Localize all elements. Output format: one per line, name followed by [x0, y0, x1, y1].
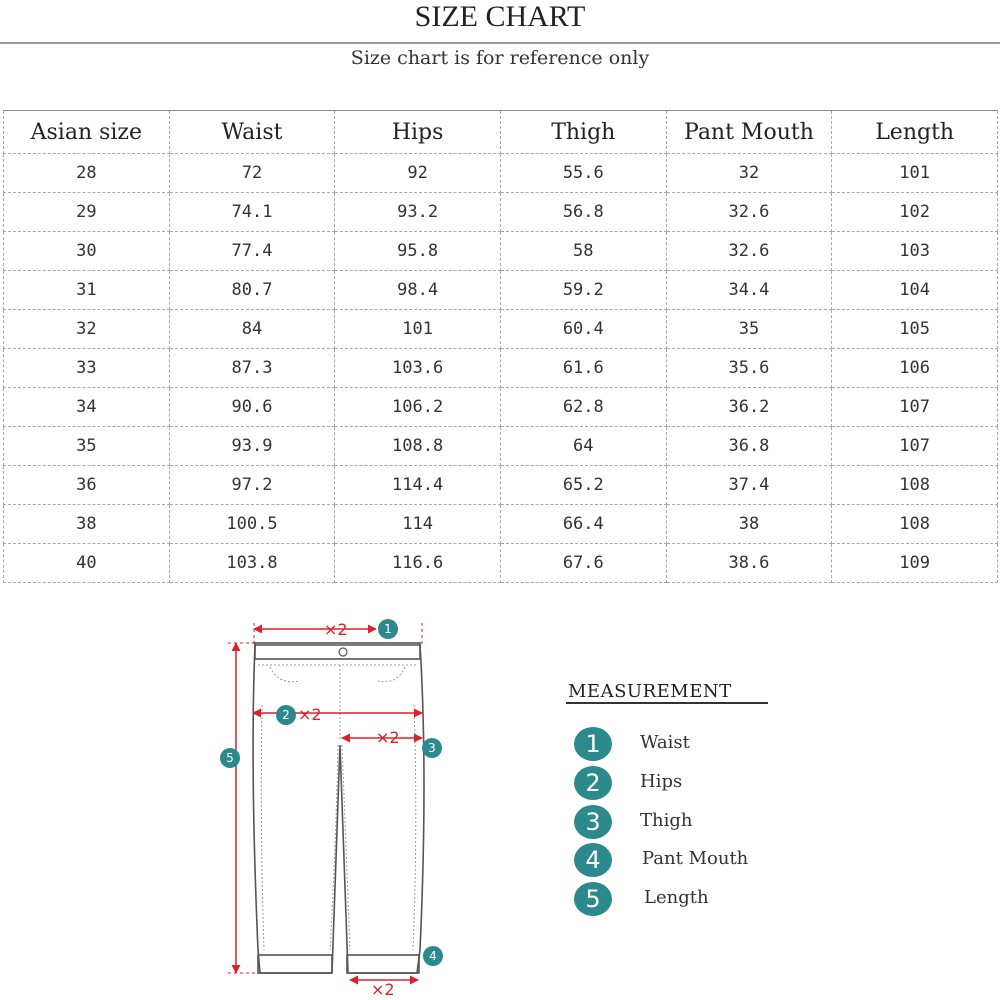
- table-header-row: [4, 111, 998, 154]
- page-subtitle: Size chart is for reference only: [350, 47, 650, 69]
- cell-thigh: 55.6: [500, 154, 666, 193]
- size-table: [3, 110, 998, 583]
- cell-thigh: 59.2: [500, 271, 666, 310]
- title-divider: [0, 42, 1000, 44]
- cell-thigh: 67.6: [500, 544, 666, 583]
- cell-length: 102: [832, 193, 998, 232]
- cell-waist: 87.3: [169, 349, 335, 388]
- number-4-icon: 4: [574, 843, 612, 877]
- table-row: [4, 271, 998, 310]
- cell-hips: 103.6: [335, 349, 501, 388]
- cell-length: 109: [832, 544, 998, 583]
- cell-length: 108: [832, 505, 998, 544]
- cell-thigh: 62.8: [500, 388, 666, 427]
- cell-pant-mouth: 35.6: [666, 349, 832, 388]
- header-pant-mouth: Pant Mouth: [666, 111, 832, 154]
- table-row: [4, 310, 998, 349]
- cell-waist: 77.4: [169, 232, 335, 271]
- number-2-icon: 2: [574, 766, 612, 800]
- cell-pant-mouth: 35: [666, 310, 832, 349]
- table-row: [4, 154, 998, 193]
- number-5-icon: 5: [574, 882, 612, 916]
- cell-thigh: 61.6: [500, 349, 666, 388]
- cell-waist: 80.7: [169, 271, 335, 310]
- table-row: [4, 544, 998, 583]
- cell-waist: 100.5: [169, 505, 335, 544]
- cell-asian-size: 33: [4, 349, 170, 388]
- cell-pant-mouth: 34.4: [666, 271, 832, 310]
- cell-length: 104: [832, 271, 998, 310]
- cell-waist: 97.2: [169, 466, 335, 505]
- cell-hips: 98.4: [335, 271, 501, 310]
- cell-waist: 103.8: [169, 544, 335, 583]
- header-length: Length: [832, 111, 998, 154]
- legend-title: MEASUREMENT: [568, 681, 732, 702]
- thigh-multiplier-label: ×2: [376, 728, 400, 747]
- header-thigh: Thigh: [500, 111, 666, 154]
- cell-hips: 95.8: [335, 232, 501, 271]
- cell-length: 108: [832, 466, 998, 505]
- header-hips: Hips: [335, 111, 501, 154]
- cell-thigh: 58: [500, 232, 666, 271]
- cell-length: 101: [832, 154, 998, 193]
- header-asian-size: Asian size: [4, 111, 170, 154]
- cell-thigh: 65.2: [500, 466, 666, 505]
- cell-pant-mouth: 36.2: [666, 388, 832, 427]
- cell-length: 103: [832, 232, 998, 271]
- cell-length: 107: [832, 388, 998, 427]
- number-3-icon: 3: [574, 805, 612, 839]
- cell-length: 106: [832, 349, 998, 388]
- cell-thigh: 64: [500, 427, 666, 466]
- legend-label-hips: Hips: [640, 771, 683, 792]
- legend-label-thigh: Thigh: [640, 810, 693, 831]
- hips-multiplier-label: ×2: [298, 705, 322, 724]
- cell-asian-size: 30: [4, 232, 170, 271]
- cell-waist: 84: [169, 310, 335, 349]
- cell-waist: 72: [169, 154, 335, 193]
- cell-asian-size: 31: [4, 271, 170, 310]
- cell-waist: 74.1: [169, 193, 335, 232]
- pants-diagram: [200, 605, 460, 1000]
- cell-asian-size: 40: [4, 544, 170, 583]
- cell-asian-size: 34: [4, 388, 170, 427]
- cell-asian-size: 32: [4, 310, 170, 349]
- waist-multiplier-label: ×2: [324, 620, 348, 639]
- cell-length: 107: [832, 427, 998, 466]
- legend-label-pant-mouth: Pant Mouth: [642, 848, 749, 869]
- table-row: [4, 193, 998, 232]
- cell-hips: 106.2: [335, 388, 501, 427]
- cell-waist: 93.9: [169, 427, 335, 466]
- cell-asian-size: 38: [4, 505, 170, 544]
- cell-pant-mouth: 37.4: [666, 466, 832, 505]
- cell-waist: 90.6: [169, 388, 335, 427]
- legend-label-length: Length: [644, 887, 709, 908]
- header-waist: Waist: [169, 111, 335, 154]
- table-row: [4, 232, 998, 271]
- table-row: [4, 388, 998, 427]
- marker-1-label: 1: [384, 622, 392, 636]
- marker-2-label: 2: [282, 708, 290, 722]
- cell-hips: 116.6: [335, 544, 501, 583]
- cell-thigh: 56.8: [500, 193, 666, 232]
- legend-underline: [566, 702, 768, 704]
- marker-4-label: 4: [429, 949, 437, 963]
- pants-outline: [253, 643, 424, 973]
- mouth-multiplier-label: ×2: [371, 980, 395, 999]
- cell-pant-mouth: 32.6: [666, 232, 832, 271]
- cell-hips: 108.8: [335, 427, 501, 466]
- cell-thigh: 60.4: [500, 310, 666, 349]
- legend-label-waist: Waist: [640, 732, 690, 753]
- table-row: [4, 466, 998, 505]
- cell-pant-mouth: 32.6: [666, 193, 832, 232]
- table-row: [4, 505, 998, 544]
- cell-hips: 101: [335, 310, 501, 349]
- cell-asian-size: 35: [4, 427, 170, 466]
- cell-asian-size: 36: [4, 466, 170, 505]
- marker-3-label: 3: [428, 741, 436, 755]
- cell-asian-size: 29: [4, 193, 170, 232]
- button-icon: [339, 648, 347, 656]
- cell-thigh: 66.4: [500, 505, 666, 544]
- cell-pant-mouth: 36.8: [666, 427, 832, 466]
- cell-asian-size: 28: [4, 154, 170, 193]
- measurement-arrows: [236, 629, 422, 980]
- cell-pant-mouth: 38: [666, 505, 832, 544]
- cell-hips: 114: [335, 505, 501, 544]
- page-title: SIZE CHART: [414, 0, 586, 33]
- cell-hips: 93.2: [335, 193, 501, 232]
- table-row: [4, 349, 998, 388]
- table-row: [4, 427, 998, 466]
- cell-pant-mouth: 32: [666, 154, 832, 193]
- cell-hips: 114.4: [335, 466, 501, 505]
- marker-5-label: 5: [226, 751, 234, 765]
- cell-hips: 92: [335, 154, 501, 193]
- cell-length: 105: [832, 310, 998, 349]
- number-1-icon: 1: [574, 727, 612, 761]
- cell-pant-mouth: 38.6: [666, 544, 832, 583]
